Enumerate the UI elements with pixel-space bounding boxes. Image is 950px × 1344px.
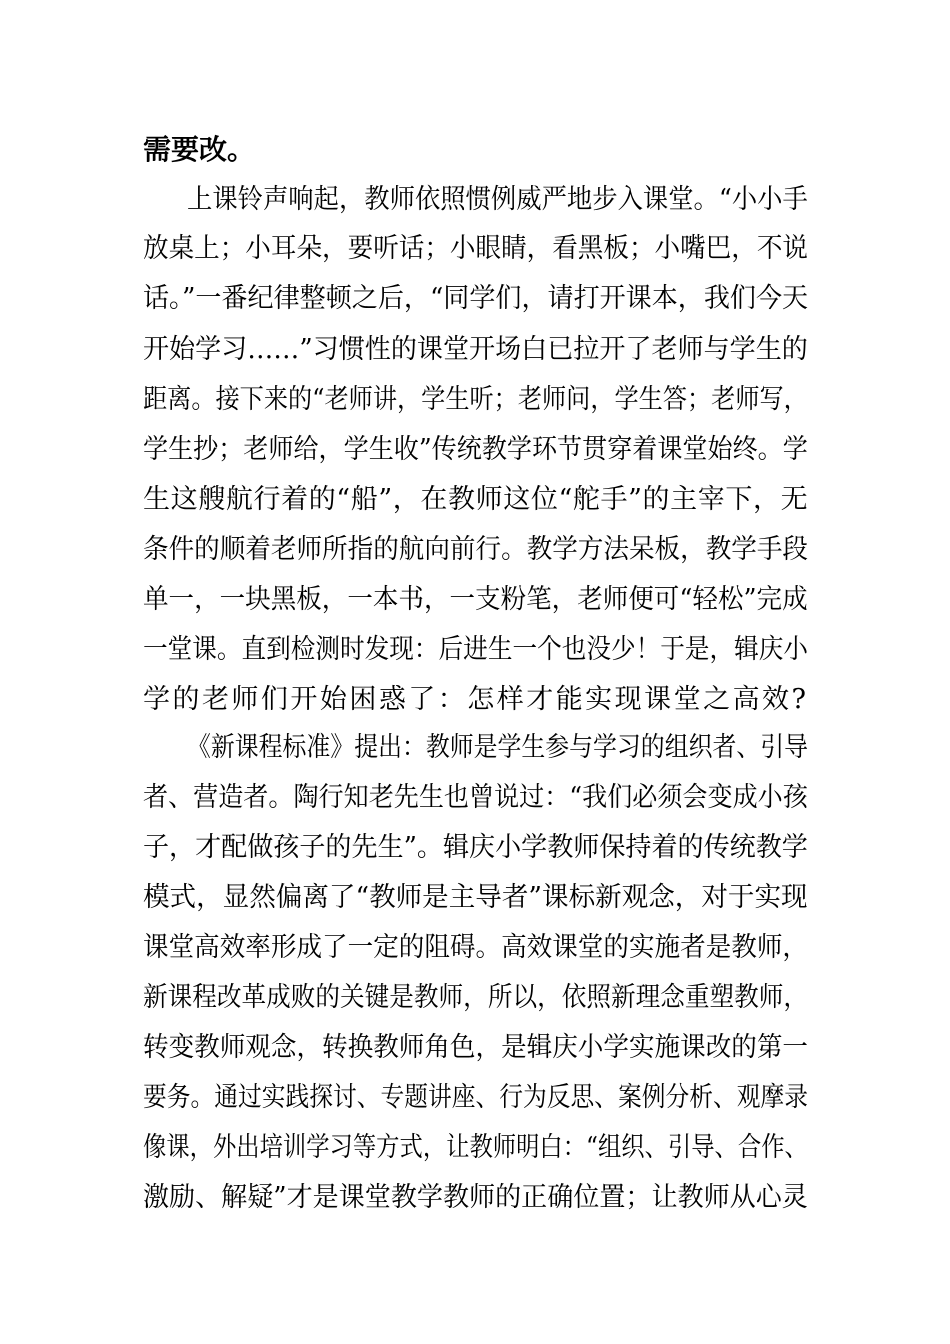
text-line: 转变教师观念，转换教师角色，是辑庆小学实施课改的第一	[143, 1032, 808, 1063]
section-heading: 需要改。	[143, 133, 256, 166]
text-line: 条件的顺着老师所指的航向前行。教学方法呆板，教学手段	[143, 534, 808, 565]
text-line: 子，才配做孩子的先生”。辑庆小学教师保持着的传统教学	[143, 832, 808, 863]
text-line: 像课，外出培训学习等方式，让教师明白：“组织、引导、合作、	[143, 1132, 808, 1163]
text-line: 课堂高效率形成了一定的阻碍。高效课堂的实施者是教师，	[143, 932, 808, 963]
text-line: 模式，显然偏离了“教师是主导者”课标新观念，对于实现	[143, 882, 808, 913]
text-line: 放桌上；小耳朵，要听话；小眼睛，看黑板；小嘴巴，不说	[143, 233, 808, 264]
text-line: 学的老师们开始困惑了：怎样才能实现课堂之高效?	[143, 684, 809, 715]
text-line: 距离。接下来的“老师讲，学生听；老师问，学生答；老师写，	[143, 384, 808, 415]
text-line: 单一，一块黑板，一本书，一支粉笔，老师便可“轻松”完成	[143, 584, 808, 615]
text-line: 上课铃声响起，教师依照惯例威严地步入课堂。“小小手	[187, 184, 808, 215]
text-line: 新课程改革成败的关键是教师，所以，依照新理念重塑教师，	[143, 982, 808, 1013]
text-line: 要务。通过实践探讨、专题讲座、行为反思、案例分析、观摩录	[143, 1082, 808, 1113]
text-line: 《新课程标准》提出：教师是学生参与学习的组织者、引导	[187, 732, 808, 763]
text-line: 激励、解疑”才是课堂教学教师的正确位置；让教师从心灵	[143, 1182, 808, 1213]
text-line: 者、营造者。陶行知老先生也曾说过：“我们必须会变成小孩	[143, 782, 808, 813]
text-line: 一堂课。直到检测时发现：后进生一个也没少！于是，辑庆小	[143, 634, 808, 665]
text-line: 话。”一番纪律整顿之后，“同学们，请打开课本，我们今天	[143, 283, 809, 314]
text-line: 生这艘航行着的“船”，在教师这位“舵手”的主宰下，无	[143, 484, 809, 515]
text-line: 开始学习……”习惯性的课堂开场白已拉开了老师与学生的	[143, 334, 808, 365]
text-line: 学生抄；老师给，学生收”传统教学环节贯穿着课堂始终。学	[143, 434, 808, 465]
